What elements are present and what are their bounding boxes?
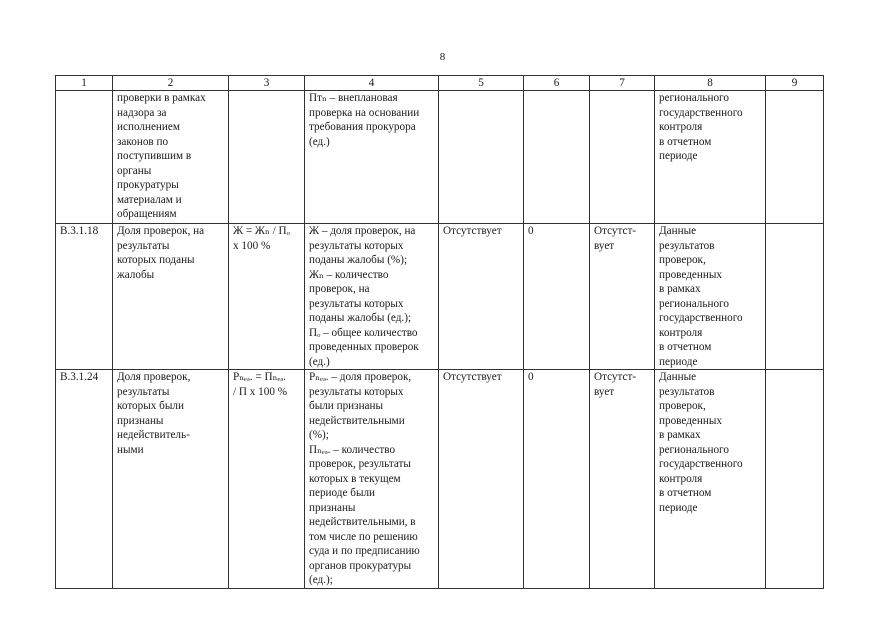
cell-col9	[766, 370, 824, 589]
cell-value: 0	[524, 224, 590, 370]
col-header-8: 8	[655, 76, 766, 91]
cell-formula-description: Ж – доля проверок, на результаты которых поданы жалобы (%); Жₙ – количество проверок, на результаты которых поданы жалобы (ед.); Пₒ – общее количество проведенных проверок (ед.)	[305, 224, 439, 370]
table-row-v3124	[56, 370, 824, 589]
header-row	[56, 76, 824, 91]
cell-formula	[229, 91, 305, 224]
cell-formula-description: Рₙₑₔ. – доля проверок, результаты которых были признаны недействительными (%); Пₙₑₔ. – количество проверок, результаты которых в текущем периоде были признаны недействительными, в том числе по решению суда и по предписанию органов прокуратуры (ед.);	[305, 370, 439, 589]
cell-code: В.3.1.18	[56, 224, 113, 370]
cell-col7	[590, 91, 655, 224]
cell-col7: Отсутст- вует	[590, 224, 655, 370]
cell-formula-description: Птₙ – внеплановая проверка на основании требования прокурора (ед.)	[305, 91, 439, 224]
col-header-1: 1	[56, 76, 113, 91]
indicators-table	[55, 75, 824, 589]
cell-code	[56, 91, 113, 224]
col-header-7: 7	[590, 76, 655, 91]
cell-data-source: Данные результатов проверок, проведенных в рамках регионального государственного контроля в отчетном периоде	[655, 224, 766, 370]
cell-formula: Ж = Жₙ / Пₒ х 100 %	[229, 224, 305, 370]
col-header-5: 5	[439, 76, 524, 91]
col-header-3: 3	[229, 76, 305, 91]
col-header-6: 6	[524, 76, 590, 91]
cell-target-value: Отсутствует	[439, 224, 524, 370]
cell-col9	[766, 224, 824, 370]
col-header-4: 4	[305, 76, 439, 91]
cell-indicator-name: проверки в рамках надзора за исполнением законов по поступившим в органы прокуратуры материалам и обращениям	[113, 91, 229, 224]
cell-value: 0	[524, 370, 590, 589]
cell-data-source: регионального государственного контроля в отчетном периоде	[655, 91, 766, 224]
cell-target-value: Отсутствует	[439, 370, 524, 589]
col-header-2: 2	[113, 76, 229, 91]
cell-col7: Отсутст- вует	[590, 370, 655, 589]
cell-col9	[766, 91, 824, 224]
col-header-9: 9	[766, 76, 824, 91]
cell-formula: Рₙₑₔ. = Пₙₑₔ. / П х 100 %	[229, 370, 305, 589]
cell-code: В.3.1.24	[56, 370, 113, 589]
cell-indicator-name: Доля проверок, результаты которых были признаны недействитель- ными	[113, 370, 229, 589]
cell-data-source: Данные результатов проверок, проведенных в рамках регионального государственного контроля в отчетном периоде	[655, 370, 766, 589]
cell-indicator-name: Доля проверок, на результаты которых поданы жалобы	[113, 224, 229, 370]
table-row-v3118	[56, 224, 824, 370]
cell-target-value	[439, 91, 524, 224]
page-number: 8	[439, 51, 446, 63]
table-row-continued	[56, 91, 824, 224]
cell-value	[524, 91, 590, 224]
